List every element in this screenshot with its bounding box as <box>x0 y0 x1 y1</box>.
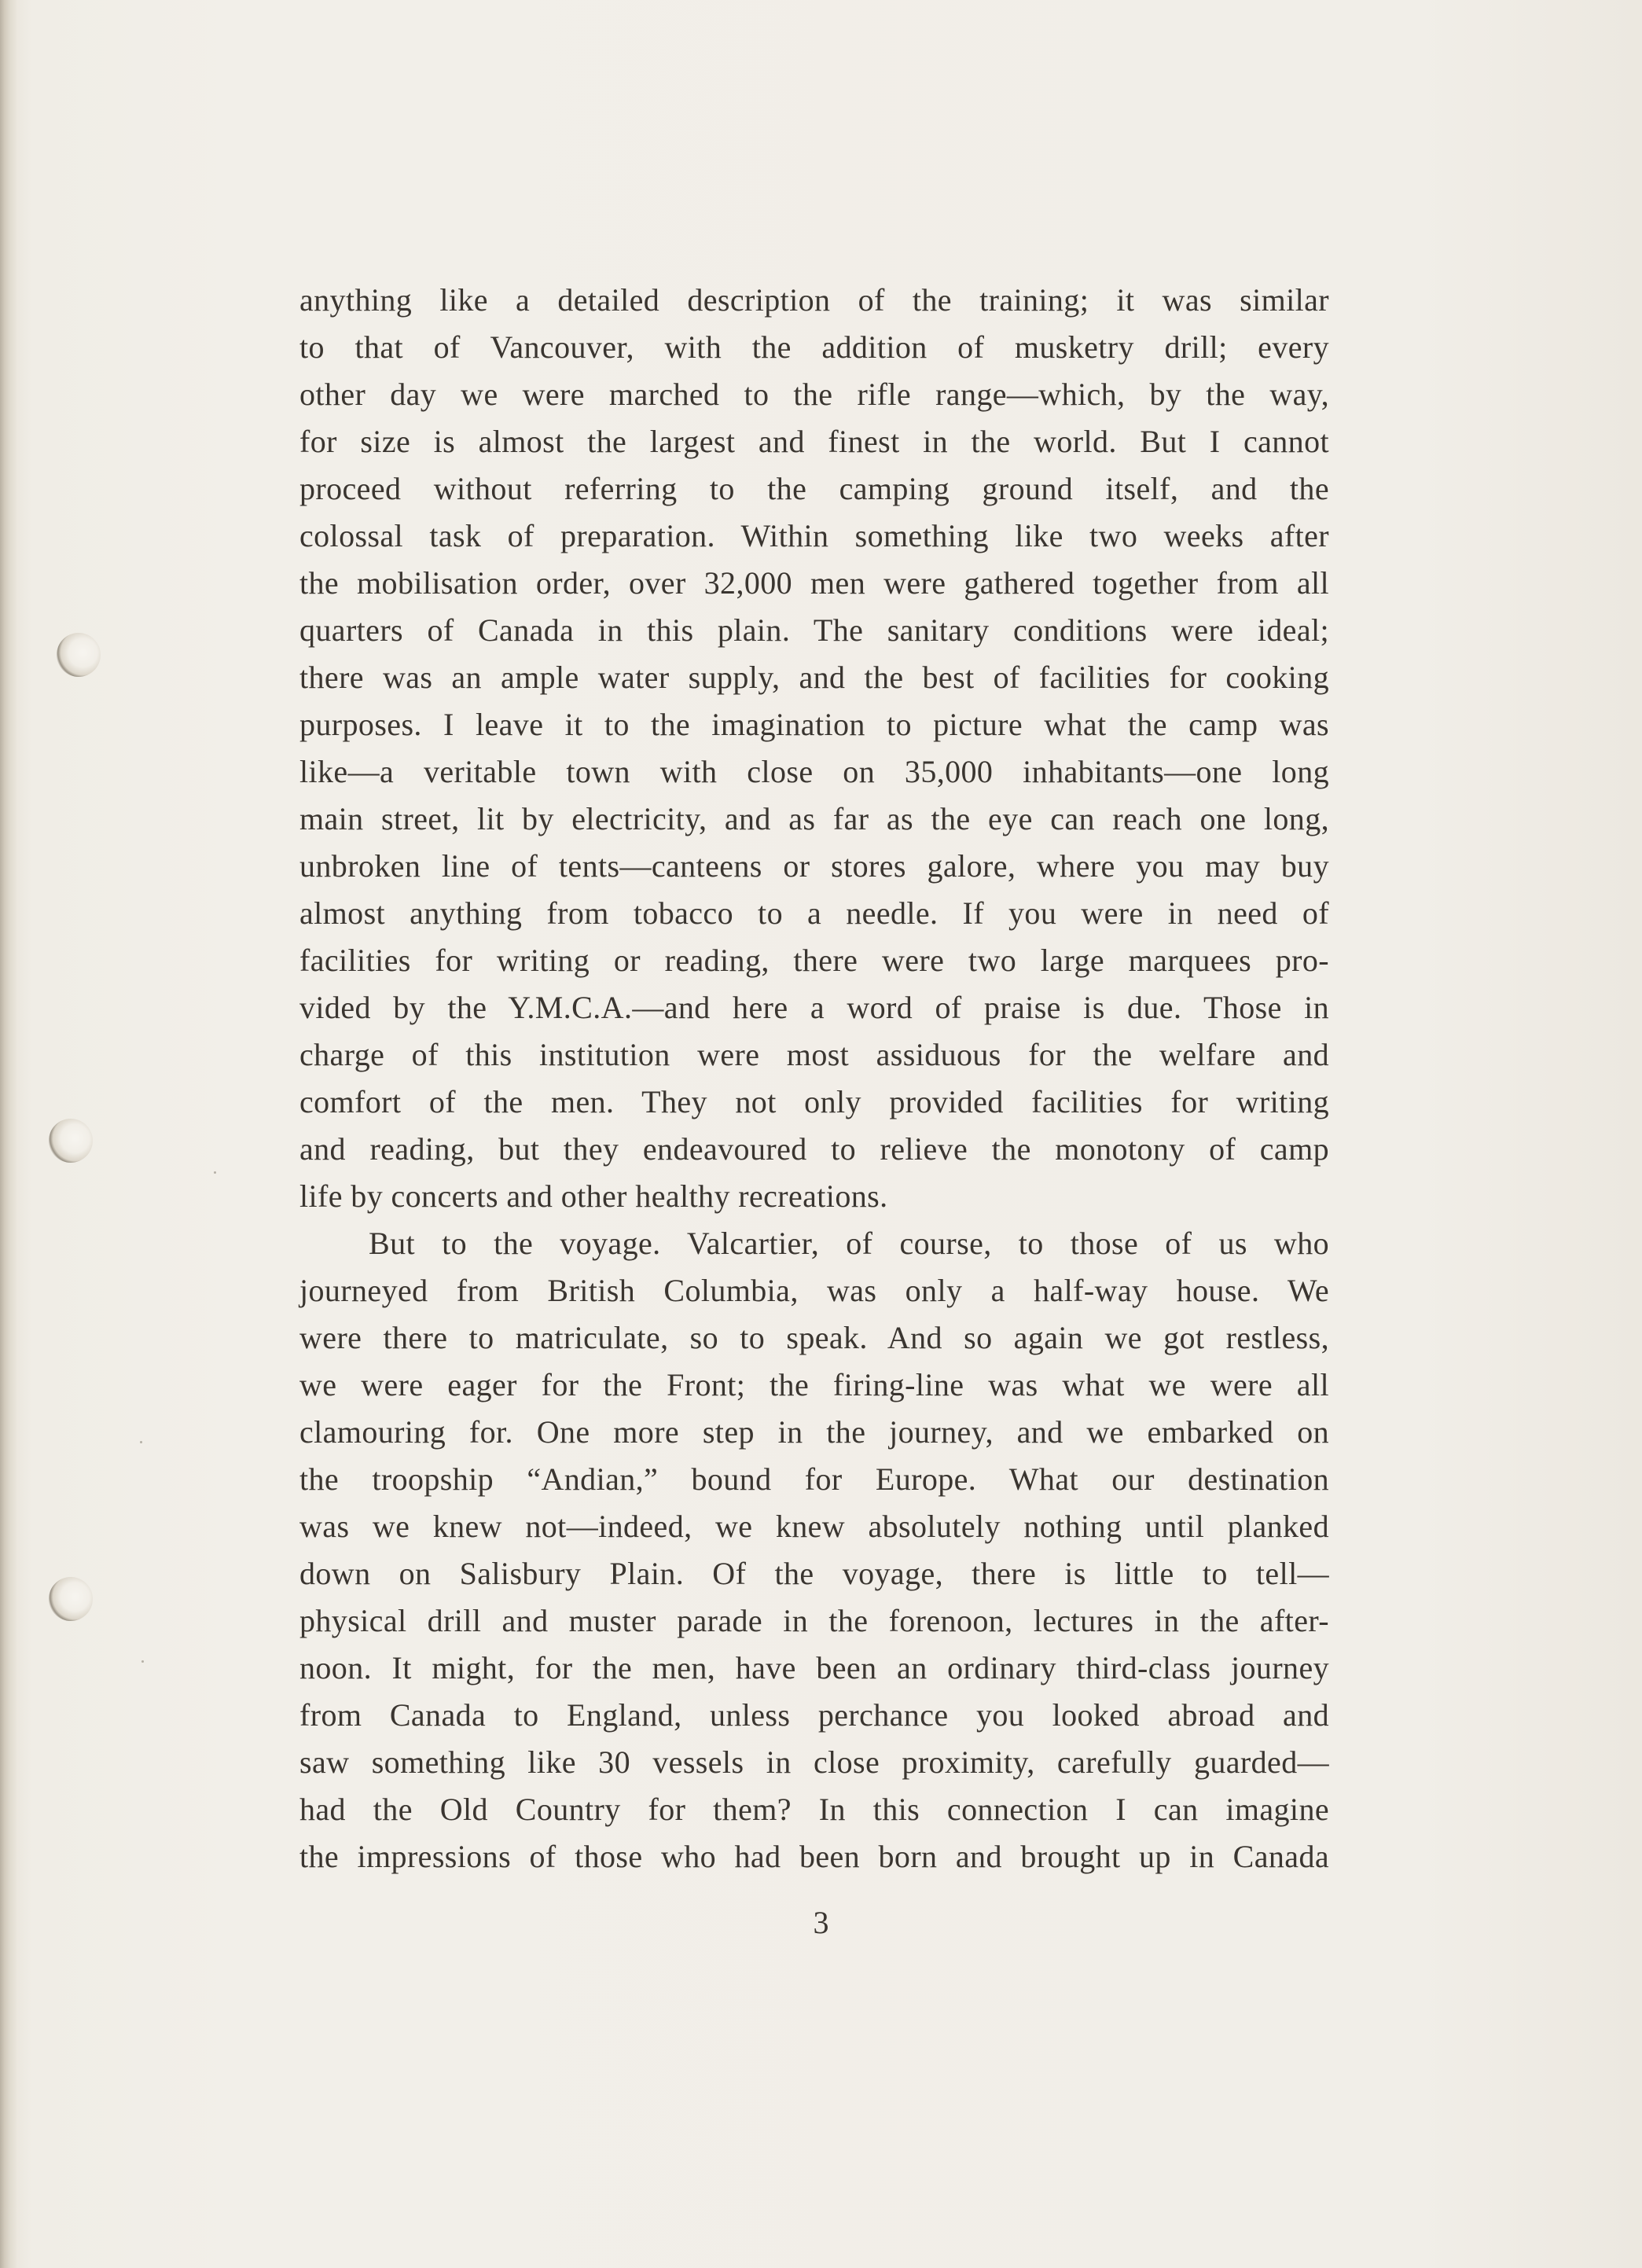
text-line: there was an ample water supply, and the best of facilities for cooking <box>299 660 1329 695</box>
text-line: comfort of the men. They not only provided facilities for writing <box>299 1084 1329 1119</box>
text-line: vided by the Y.M.C.A.—and here a word of praise is due. Those in <box>299 990 1329 1025</box>
text-line: and reading, but they endeavoured to relieve the monotony of camp <box>299 1131 1329 1167</box>
text-line: other day we were marched to the rifle range—which, by the way, <box>299 377 1329 412</box>
text-line: had the Old Country for them? In this connection I can imagine <box>299 1792 1329 1827</box>
text-line: to that of Vancouver, with the addition of musketry drill; every <box>299 329 1329 365</box>
text-line: from Canada to England, unless perchance you looked abroad and <box>299 1697 1329 1733</box>
text-line: the impressions of those who had been born and brought up in Canada <box>299 1839 1329 1874</box>
paragraph-1 <box>299 277 1329 1220</box>
text-line: anything like a detailed description of the training; it was similar <box>299 282 1329 318</box>
text-line: we were eager for the Front; the firing-line was what we were all <box>299 1367 1329 1402</box>
paper-speck <box>141 1660 144 1663</box>
paragraph-2 <box>299 1220 1329 1880</box>
text-line: noon. It might, for the men, have been an ordinary third-class journey <box>299 1650 1329 1685</box>
punch-hole-top <box>57 633 101 677</box>
text-line: journeyed from British Columbia, was only a half-way house. We <box>299 1273 1329 1308</box>
text-line: for size is almost the largest and finest in the world. But I cannot <box>299 424 1329 459</box>
text-line: charge of this institution were most assiduous for the welfare and <box>299 1037 1329 1072</box>
punch-hole-middle <box>49 1119 93 1163</box>
text-line: the mobilisation order, over 32,000 men were gathered together from all <box>299 565 1329 601</box>
text-line: down on Salisbury Plain. Of the voyage, there is little to tell— <box>299 1556 1329 1591</box>
text-line: were there to matriculate, so to speak. And so again we got restless, <box>299 1320 1329 1355</box>
text-line: clamouring for. One more step in the journey, and we embarked on <box>299 1414 1329 1450</box>
text-line: facilities for writing or reading, there were two large marquees pro- <box>299 943 1329 978</box>
paper-speck <box>140 1441 142 1443</box>
punch-hole-bottom <box>49 1577 93 1621</box>
text-line: quarters of Canada in this plain. The sanitary conditions were ideal; <box>299 612 1329 648</box>
paper-speck <box>214 1171 216 1174</box>
body-text <box>299 277 1329 1880</box>
text-line: the troopship “Andian,” bound for Europe. What our destination <box>299 1461 1329 1497</box>
text-line: physical drill and muster parade in the forenoon, lectures in the after- <box>299 1603 1329 1638</box>
text-line: unbroken line of tents—canteens or stores galore, where you may buy <box>299 848 1329 884</box>
text-line: purposes. I leave it to the imagination to picture what the camp was <box>299 707 1329 742</box>
text-line: like—a veritable town with close on 35,000 inhabitants—one long <box>299 754 1329 789</box>
text-line: proceed without referring to the camping ground itself, and the <box>299 471 1329 506</box>
text-line: saw something like 30 vessels in close proximity, carefully guarded— <box>299 1744 1329 1780</box>
text-line: almost anything from tobacco to a needle. If you were in need of <box>299 895 1329 931</box>
text-line: main street, lit by electricity, and as far as the eye can reach one long, <box>299 801 1329 836</box>
text-line: was we knew not—indeed, we knew absolutely nothing until planked <box>299 1509 1329 1544</box>
text-line: colossal task of preparation. Within something like two weeks after <box>299 518 1329 553</box>
text-line: life by concerts and other healthy recreations. <box>299 1178 888 1214</box>
page-number: 3 <box>813 1905 829 1940</box>
text-line: But to the voyage. Valcartier, of course, to those of us who <box>369 1226 1329 1261</box>
